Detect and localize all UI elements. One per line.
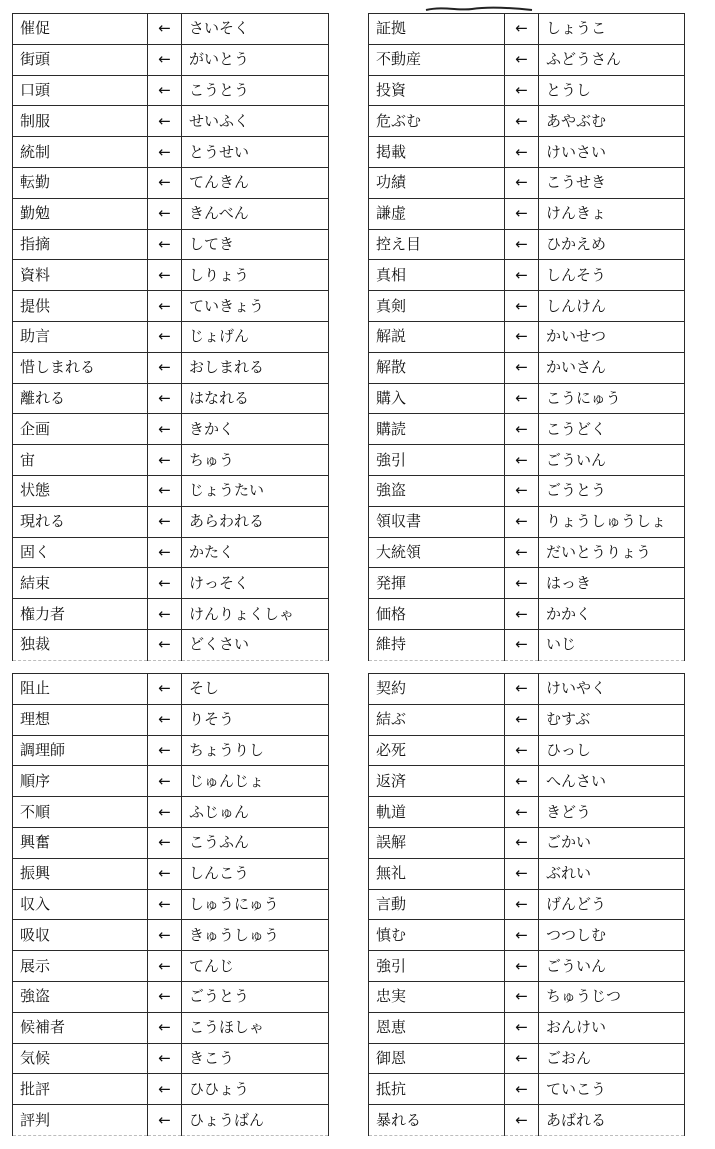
- kanji-cell: 誤解: [369, 827, 505, 858]
- arrow-icon: ←: [505, 797, 539, 828]
- table-row: [369, 14, 685, 45]
- reading-cell: ていこう: [539, 1074, 685, 1105]
- table-row: [369, 229, 685, 260]
- table-row: [369, 445, 685, 476]
- arrow-icon: ←: [148, 827, 182, 858]
- table-row: [369, 321, 685, 352]
- reading-cell: おんけい: [539, 1012, 685, 1043]
- reading-cell: ごうとう: [182, 981, 329, 1012]
- vocab-table-bottom-right: [368, 673, 685, 1136]
- reading-cell: しょうこ: [539, 14, 685, 45]
- reading-cell: かいせつ: [539, 321, 685, 352]
- table-row: [13, 352, 329, 383]
- table-row: [13, 889, 329, 920]
- table-row: [13, 568, 329, 599]
- reading-cell: げんどう: [539, 889, 685, 920]
- arrow-icon: ←: [505, 920, 539, 951]
- table-row: [369, 981, 685, 1012]
- kanji-cell: 必死: [369, 735, 505, 766]
- table-row: [369, 920, 685, 951]
- kanji-cell: 不順: [13, 797, 148, 828]
- reading-cell: がいとう: [182, 44, 329, 75]
- arrow-icon: ←: [148, 137, 182, 168]
- arrow-icon: ←: [505, 44, 539, 75]
- table-row: [369, 537, 685, 568]
- kanji-cell: 慎む: [369, 920, 505, 951]
- vocab-table-body: [13, 674, 329, 1136]
- arrow-icon: ←: [505, 766, 539, 797]
- reading-cell: どくさい: [182, 629, 329, 660]
- table-row: [13, 704, 329, 735]
- table-row: [13, 445, 329, 476]
- table-row: [13, 414, 329, 445]
- kanji-cell: 調理師: [13, 735, 148, 766]
- kanji-cell: 統制: [13, 137, 148, 168]
- table-row: [13, 537, 329, 568]
- kanji-cell: 宙: [13, 445, 148, 476]
- table-row: [369, 827, 685, 858]
- arrow-icon: ←: [505, 260, 539, 291]
- reading-cell: かたく: [182, 537, 329, 568]
- kanji-cell: 展示: [13, 951, 148, 982]
- kanji-cell: 吸収: [13, 920, 148, 951]
- kanji-cell: 現れる: [13, 506, 148, 537]
- reading-cell: はっき: [539, 568, 685, 599]
- table-row: [13, 674, 329, 705]
- reading-cell: だいとうりょう: [539, 537, 685, 568]
- arrow-icon: ←: [505, 383, 539, 414]
- arrow-icon: ←: [148, 735, 182, 766]
- arrow-icon: ←: [148, 260, 182, 291]
- kanji-cell: 無礼: [369, 858, 505, 889]
- table-row: [369, 599, 685, 630]
- kanji-cell: 恩恵: [369, 1012, 505, 1043]
- kanji-cell: 投資: [369, 75, 505, 106]
- arrow-icon: ←: [505, 321, 539, 352]
- kanji-cell: 解散: [369, 352, 505, 383]
- table-row: [13, 735, 329, 766]
- table-row: [369, 951, 685, 982]
- arrow-icon: ←: [148, 14, 182, 45]
- kanji-cell: 阻止: [13, 674, 148, 705]
- kanji-cell: 振興: [13, 858, 148, 889]
- table-row: [13, 599, 329, 630]
- kanji-cell: 制服: [13, 106, 148, 137]
- arrow-icon: ←: [505, 889, 539, 920]
- table-row: [13, 1105, 329, 1136]
- reading-cell: ちょうりし: [182, 735, 329, 766]
- arrow-icon: ←: [505, 827, 539, 858]
- vocab-table-body: [13, 14, 329, 661]
- arrow-icon: ←: [505, 106, 539, 137]
- table-row: [13, 951, 329, 982]
- arrow-icon: ←: [148, 229, 182, 260]
- reading-cell: こうどく: [539, 414, 685, 445]
- reading-cell: じょげん: [182, 321, 329, 352]
- table-row: [13, 920, 329, 951]
- kanji-cell: 真相: [369, 260, 505, 291]
- kanji-cell: 独裁: [13, 629, 148, 660]
- arrow-icon: ←: [505, 1074, 539, 1105]
- reading-cell: きかく: [182, 414, 329, 445]
- table-row: [369, 506, 685, 537]
- kanji-cell: 謙虚: [369, 198, 505, 229]
- reading-cell: こうふん: [182, 827, 329, 858]
- kanji-cell: 固く: [13, 537, 148, 568]
- kanji-cell: 惜しまれる: [13, 352, 148, 383]
- kanji-cell: 企画: [13, 414, 148, 445]
- kanji-cell: 候補者: [13, 1012, 148, 1043]
- reading-cell: しゅうにゅう: [182, 889, 329, 920]
- reading-cell: とうせい: [182, 137, 329, 168]
- table-row: [369, 291, 685, 322]
- scan-smudge: [424, 4, 534, 12]
- reading-cell: あばれる: [539, 1105, 685, 1136]
- kanji-cell: 収入: [13, 889, 148, 920]
- arrow-icon: ←: [505, 229, 539, 260]
- arrow-icon: ←: [148, 766, 182, 797]
- kanji-cell: 理想: [13, 704, 148, 735]
- reading-cell: ごおん: [539, 1043, 685, 1074]
- kanji-cell: 価格: [369, 599, 505, 630]
- reading-cell: かかく: [539, 599, 685, 630]
- reading-cell: してき: [182, 229, 329, 260]
- reading-cell: てんじ: [182, 951, 329, 982]
- arrow-icon: ←: [148, 1074, 182, 1105]
- arrow-icon: ←: [148, 951, 182, 982]
- reading-cell: しりょう: [182, 260, 329, 291]
- arrow-icon: ←: [505, 629, 539, 660]
- reading-cell: ひかえめ: [539, 229, 685, 260]
- arrow-icon: ←: [148, 1012, 182, 1043]
- table-row: [369, 797, 685, 828]
- kanji-cell: 順序: [13, 766, 148, 797]
- arrow-icon: ←: [148, 75, 182, 106]
- table-row: [13, 1012, 329, 1043]
- arrow-icon: ←: [148, 383, 182, 414]
- reading-cell: ふどうさん: [539, 44, 685, 75]
- kanji-cell: 維持: [369, 629, 505, 660]
- kanji-cell: 購読: [369, 414, 505, 445]
- table-row: [13, 981, 329, 1012]
- table-row: [369, 735, 685, 766]
- kanji-cell: 権力者: [13, 599, 148, 630]
- arrow-icon: ←: [148, 506, 182, 537]
- table-row: [369, 106, 685, 137]
- table-row: [13, 475, 329, 506]
- reading-cell: つつしむ: [539, 920, 685, 951]
- reading-cell: ていきょう: [182, 291, 329, 322]
- reading-cell: けいさい: [539, 137, 685, 168]
- table-row: [369, 1043, 685, 1074]
- arrow-icon: ←: [505, 1043, 539, 1074]
- arrow-icon: ←: [148, 889, 182, 920]
- kanji-cell: 気候: [13, 1043, 148, 1074]
- reading-cell: さいそく: [182, 14, 329, 45]
- reading-cell: りそう: [182, 704, 329, 735]
- kanji-cell: 軌道: [369, 797, 505, 828]
- arrow-icon: ←: [148, 568, 182, 599]
- reading-cell: けんりょくしゃ: [182, 599, 329, 630]
- kanji-cell: 離れる: [13, 383, 148, 414]
- kanji-cell: 言動: [369, 889, 505, 920]
- table-row: [13, 75, 329, 106]
- reading-cell: しんこう: [182, 858, 329, 889]
- table-row: [369, 44, 685, 75]
- kanji-cell: 助言: [13, 321, 148, 352]
- kanji-cell: 暴れる: [369, 1105, 505, 1136]
- reading-cell: こうとう: [182, 75, 329, 106]
- arrow-icon: ←: [505, 75, 539, 106]
- arrow-icon: ←: [505, 167, 539, 198]
- reading-cell: きどう: [539, 797, 685, 828]
- reading-cell: こうせき: [539, 167, 685, 198]
- kanji-cell: 返済: [369, 766, 505, 797]
- reading-cell: てんきん: [182, 167, 329, 198]
- reading-cell: けんきょ: [539, 198, 685, 229]
- arrow-icon: ←: [148, 1043, 182, 1074]
- reading-cell: ごかい: [539, 827, 685, 858]
- arrow-icon: ←: [505, 537, 539, 568]
- arrow-icon: ←: [148, 106, 182, 137]
- reading-cell: きこう: [182, 1043, 329, 1074]
- arrow-icon: ←: [148, 704, 182, 735]
- kanji-cell: 結ぶ: [369, 704, 505, 735]
- reading-cell: そし: [182, 674, 329, 705]
- reading-cell: ぶれい: [539, 858, 685, 889]
- arrow-icon: ←: [148, 858, 182, 889]
- kanji-cell: 真剣: [369, 291, 505, 322]
- reading-cell: あやぶむ: [539, 106, 685, 137]
- arrow-icon: ←: [148, 981, 182, 1012]
- kanji-cell: 指摘: [13, 229, 148, 260]
- arrow-icon: ←: [505, 14, 539, 45]
- table-row: [369, 1074, 685, 1105]
- table-row: [369, 167, 685, 198]
- kanji-cell: 危ぶむ: [369, 106, 505, 137]
- arrow-icon: ←: [148, 321, 182, 352]
- table-row: [13, 629, 329, 660]
- reading-cell: しんそう: [539, 260, 685, 291]
- reading-cell: きゅうしゅう: [182, 920, 329, 951]
- reading-cell: おしまれる: [182, 352, 329, 383]
- arrow-icon: ←: [148, 414, 182, 445]
- vocab-table-top-right: [368, 13, 685, 661]
- arrow-icon: ←: [505, 1105, 539, 1136]
- reading-cell: かいさん: [539, 352, 685, 383]
- arrow-icon: ←: [505, 291, 539, 322]
- reading-cell: へんさい: [539, 766, 685, 797]
- table-row: [369, 137, 685, 168]
- arrow-icon: ←: [505, 981, 539, 1012]
- arrow-icon: ←: [148, 599, 182, 630]
- reading-cell: りょうしゅうしょ: [539, 506, 685, 537]
- table-row: [369, 260, 685, 291]
- arrow-icon: ←: [505, 352, 539, 383]
- arrow-icon: ←: [505, 137, 539, 168]
- table-row: [13, 167, 329, 198]
- arrow-icon: ←: [148, 629, 182, 660]
- table-row: [13, 1074, 329, 1105]
- arrow-icon: ←: [505, 735, 539, 766]
- table-row: [13, 260, 329, 291]
- arrow-icon: ←: [148, 445, 182, 476]
- reading-cell: いじ: [539, 629, 685, 660]
- reading-cell: あらわれる: [182, 506, 329, 537]
- reading-cell: ちゅう: [182, 445, 329, 476]
- vocab-table-bottom-left: [12, 673, 329, 1136]
- table-row: [13, 766, 329, 797]
- arrow-icon: ←: [505, 674, 539, 705]
- table-row: [13, 137, 329, 168]
- kanji-cell: 控え目: [369, 229, 505, 260]
- kanji-cell: 忠実: [369, 981, 505, 1012]
- arrow-icon: ←: [148, 475, 182, 506]
- table-row: [369, 1012, 685, 1043]
- table-row: [13, 383, 329, 414]
- table-row: [369, 568, 685, 599]
- table-row: [369, 889, 685, 920]
- table-row: [13, 44, 329, 75]
- table-row: [369, 75, 685, 106]
- table-row: [13, 1043, 329, 1074]
- kanji-cell: 結束: [13, 568, 148, 599]
- kanji-cell: 催促: [13, 14, 148, 45]
- kanji-cell: 抵抗: [369, 1074, 505, 1105]
- arrow-icon: ←: [505, 599, 539, 630]
- reading-cell: ふじゅん: [182, 797, 329, 828]
- kanji-cell: 掲載: [369, 137, 505, 168]
- kanji-cell: 大統領: [369, 537, 505, 568]
- arrow-icon: ←: [148, 44, 182, 75]
- kanji-cell: 強盗: [13, 981, 148, 1012]
- kanji-cell: 証拠: [369, 14, 505, 45]
- table-row: [369, 475, 685, 506]
- kanji-cell: 不動産: [369, 44, 505, 75]
- table-row: [369, 674, 685, 705]
- arrow-icon: ←: [505, 475, 539, 506]
- reading-cell: しんけん: [539, 291, 685, 322]
- arrow-icon: ←: [505, 858, 539, 889]
- reading-cell: とうし: [539, 75, 685, 106]
- kanji-cell: 街頭: [13, 44, 148, 75]
- table-row: [369, 414, 685, 445]
- arrow-icon: ←: [148, 1105, 182, 1136]
- kanji-cell: 強引: [369, 445, 505, 476]
- reading-cell: こうにゅう: [539, 383, 685, 414]
- kanji-cell: 資料: [13, 260, 148, 291]
- table-row: [13, 198, 329, 229]
- reading-cell: ごういん: [539, 951, 685, 982]
- kanji-cell: 勤勉: [13, 198, 148, 229]
- reading-cell: ひっし: [539, 735, 685, 766]
- table-row: [13, 291, 329, 322]
- vocab-table-body: [369, 674, 685, 1136]
- arrow-icon: ←: [148, 674, 182, 705]
- table-row: [13, 106, 329, 137]
- kanji-cell: 発揮: [369, 568, 505, 599]
- reading-cell: じょうたい: [182, 475, 329, 506]
- arrow-icon: ←: [148, 920, 182, 951]
- kanji-cell: 転勤: [13, 167, 148, 198]
- table-row: [13, 14, 329, 45]
- table-row: [13, 506, 329, 537]
- arrow-icon: ←: [505, 951, 539, 982]
- table-row: [13, 321, 329, 352]
- kanji-cell: 状態: [13, 475, 148, 506]
- kanji-cell: 契約: [369, 674, 505, 705]
- arrow-icon: ←: [148, 167, 182, 198]
- arrow-icon: ←: [505, 506, 539, 537]
- arrow-icon: ←: [148, 198, 182, 229]
- kanji-cell: 強引: [369, 951, 505, 982]
- arrow-icon: ←: [148, 537, 182, 568]
- arrow-icon: ←: [148, 291, 182, 322]
- reading-cell: こうほしゃ: [182, 1012, 329, 1043]
- reading-cell: はなれる: [182, 383, 329, 414]
- arrow-icon: ←: [148, 797, 182, 828]
- table-row: [13, 797, 329, 828]
- reading-cell: ひょうばん: [182, 1105, 329, 1136]
- reading-cell: ちゅうじつ: [539, 981, 685, 1012]
- table-row: [369, 858, 685, 889]
- reading-cell: ごういん: [539, 445, 685, 476]
- table-row: [369, 1105, 685, 1136]
- reading-cell: けいやく: [539, 674, 685, 705]
- reading-cell: じゅんじょ: [182, 766, 329, 797]
- kanji-cell: 購入: [369, 383, 505, 414]
- vocab-table-top-left: [12, 13, 329, 661]
- kanji-cell: 評判: [13, 1105, 148, 1136]
- table-row: [369, 198, 685, 229]
- table-row: [369, 383, 685, 414]
- arrow-icon: ←: [505, 1012, 539, 1043]
- table-row: [369, 352, 685, 383]
- table-row: [13, 827, 329, 858]
- kanji-cell: 功績: [369, 167, 505, 198]
- reading-cell: むすぶ: [539, 704, 685, 735]
- table-row: [369, 704, 685, 735]
- kanji-cell: 提供: [13, 291, 148, 322]
- kanji-cell: 興奮: [13, 827, 148, 858]
- arrow-icon: ←: [505, 704, 539, 735]
- arrow-icon: ←: [505, 414, 539, 445]
- kanji-cell: 強盗: [369, 475, 505, 506]
- reading-cell: けっそく: [182, 568, 329, 599]
- table-row: [369, 766, 685, 797]
- kanji-cell: 解説: [369, 321, 505, 352]
- reading-cell: せいふく: [182, 106, 329, 137]
- arrow-icon: ←: [505, 445, 539, 476]
- arrow-icon: ←: [505, 198, 539, 229]
- vocab-table-body: [369, 14, 685, 661]
- reading-cell: ごうとう: [539, 475, 685, 506]
- kanji-cell: 領収書: [369, 506, 505, 537]
- kanji-cell: 口頭: [13, 75, 148, 106]
- table-row: [369, 629, 685, 660]
- reading-cell: きんべん: [182, 198, 329, 229]
- table-row: [13, 229, 329, 260]
- arrow-icon: ←: [148, 352, 182, 383]
- table-row: [13, 858, 329, 889]
- kanji-cell: 批評: [13, 1074, 148, 1105]
- kanji-cell: 御恩: [369, 1043, 505, 1074]
- arrow-icon: ←: [505, 568, 539, 599]
- reading-cell: ひひょう: [182, 1074, 329, 1105]
